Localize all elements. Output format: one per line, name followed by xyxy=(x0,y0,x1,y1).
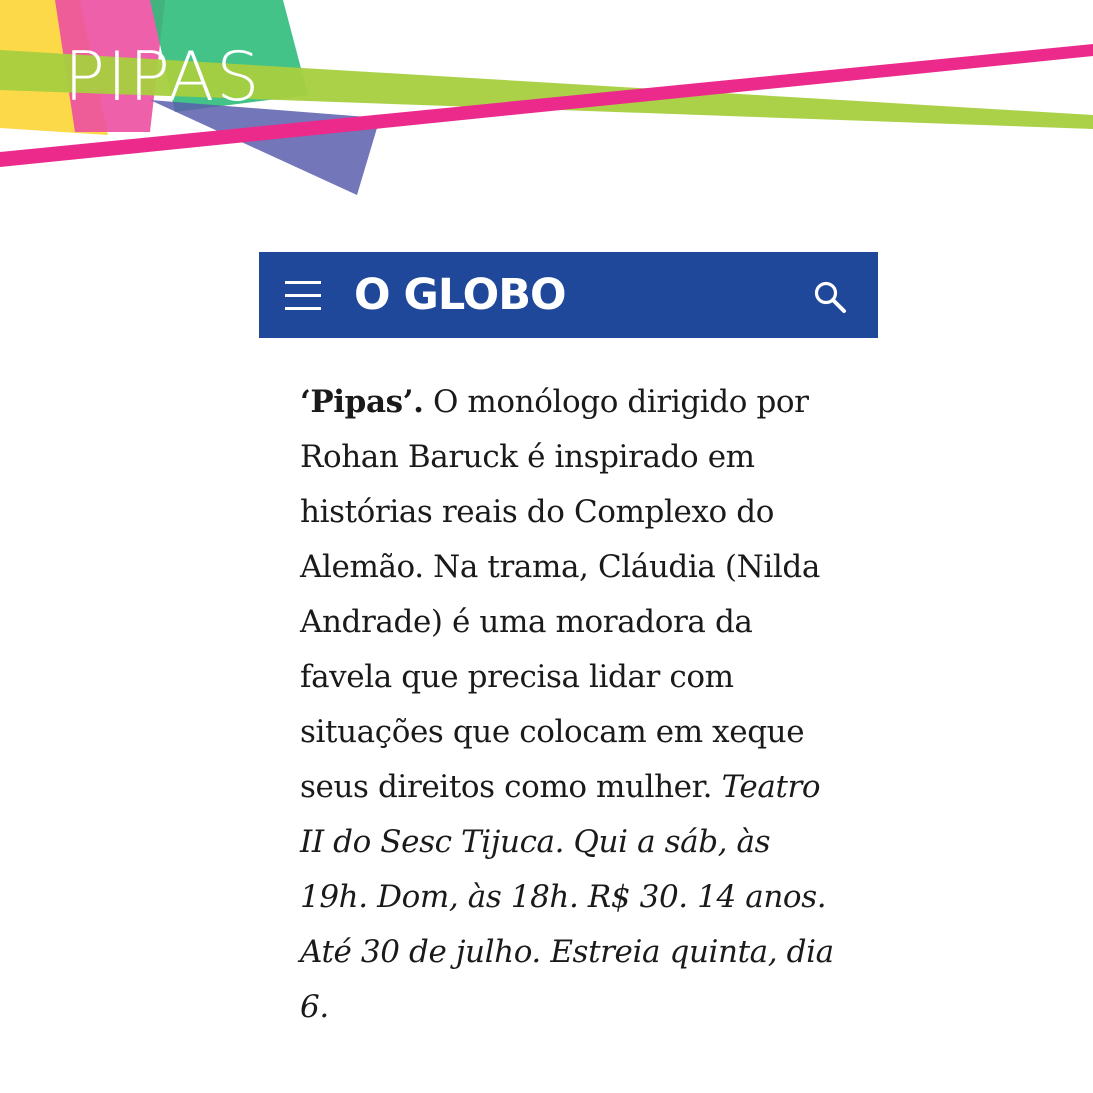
article-details: Teatro II do Sesc Tijuca. Qui a sáb, às 19h. Dom, às 18h. R$ 30. 14 anos. Até 30 de julho. Estreia quinta, dia 6. xyxy=(300,769,834,1025)
logo-text: PIPAS xyxy=(64,38,262,117)
globo-header-bar xyxy=(259,252,878,338)
pipas-logo xyxy=(0,0,1093,200)
menu-line xyxy=(285,281,321,284)
search-icon[interactable] xyxy=(812,279,848,315)
article-body: O monólogo dirigido por Rohan Baruck é inspirado em histórias reais do Complexo do Alemão. Na trama, Cláudia (Nilda Andrade) é uma moradora da favela que precisa lidar com situações que colocam em xeque seus direitos como mulher. xyxy=(300,384,820,805)
article-text xyxy=(300,375,845,1035)
article-lead: ‘Pipas’. xyxy=(300,384,424,420)
menu-line xyxy=(285,294,321,297)
menu-line xyxy=(285,307,321,310)
site-title[interactable]: O GLOBO xyxy=(354,270,566,320)
hamburger-icon[interactable] xyxy=(285,279,323,313)
